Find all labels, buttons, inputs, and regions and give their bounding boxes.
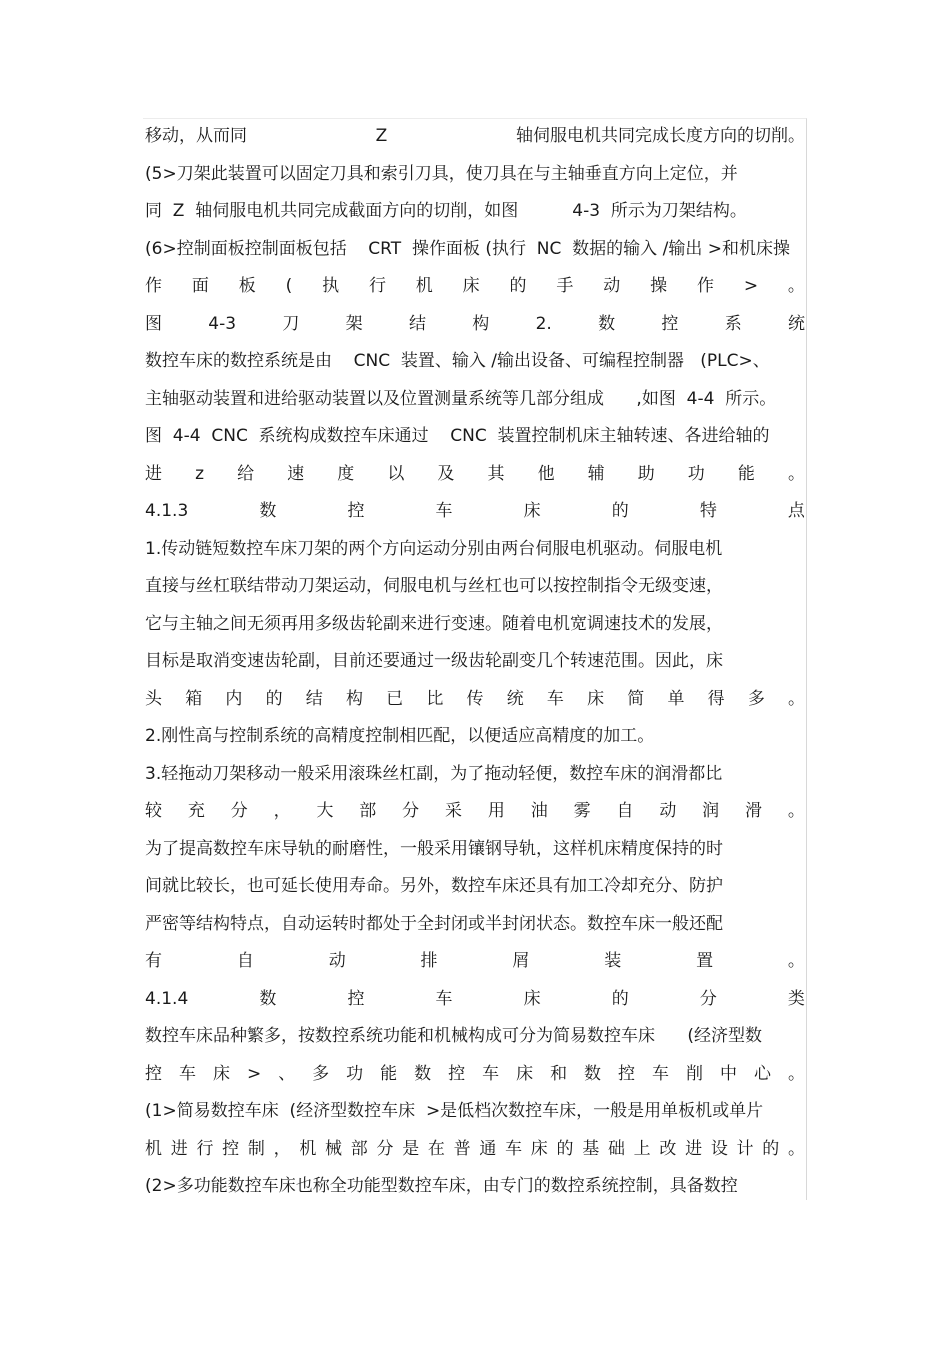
text-token: 屑 xyxy=(512,951,530,971)
text-token: 控 xyxy=(222,1138,240,1159)
text-token: 心 xyxy=(753,1063,771,1084)
text-token: 大 xyxy=(316,801,334,821)
text-line xyxy=(145,1131,805,1169)
text-line: (6>控制面板控制面板包括 CRT 操作面板 (执行 NC 数据的输入 /输出 >和机床操 xyxy=(145,238,790,259)
text-token: 有 xyxy=(145,951,162,971)
text-line: 严密等结构特点，自动运转时都处于全封闭或半封闭状态。数控车床一般还配 xyxy=(145,913,723,934)
text-token: 雾 xyxy=(573,801,591,821)
text-token: 手 xyxy=(556,276,574,296)
text-token: 度 xyxy=(337,463,355,484)
text-line: 1.传动链短数控车床刀架的两个方向运动分别由两台伺服电机驱动。伺服电机 xyxy=(145,538,723,559)
text-token: 。 xyxy=(788,688,805,709)
text-token: 。 xyxy=(787,463,805,484)
text-token: 部 xyxy=(350,1138,368,1159)
text-token: 用 xyxy=(487,801,505,821)
text-token: 设 xyxy=(710,1138,728,1159)
text-token: 数 xyxy=(259,988,277,1009)
text-token: 以 xyxy=(387,463,405,484)
text-line xyxy=(145,981,805,1019)
text-token: 2. xyxy=(535,313,552,334)
text-token: 分 xyxy=(230,801,248,821)
text-token: 统 xyxy=(787,313,805,334)
text-line xyxy=(145,1056,805,1094)
text-token: 已 xyxy=(386,688,404,709)
text-token: 础 xyxy=(607,1138,625,1159)
text-token: 床 xyxy=(523,501,541,521)
text-line xyxy=(145,681,805,719)
text-line: 数控车床品种繁多，按数控系统功能和机械构成可分为简易数控车床 (经济型数 xyxy=(145,1026,763,1046)
text-token: 控 xyxy=(448,1063,466,1084)
text-token: 。 xyxy=(787,276,805,296)
text-line: (2>多功能数控车床也称全功能型数控车床，由专门的数控系统控制，具备数控 xyxy=(145,1176,738,1196)
text-token: 。 xyxy=(787,1063,805,1084)
text-token: 。 xyxy=(787,1138,805,1159)
text-token: 功 xyxy=(346,1063,364,1084)
text-token: 图 xyxy=(145,313,162,334)
text-token: 控 xyxy=(145,1063,162,1084)
text-token: 是 xyxy=(402,1138,420,1159)
text-token: 辅 xyxy=(587,463,605,484)
text-token: 充 xyxy=(187,801,205,821)
text-token: 床 xyxy=(462,276,480,296)
text-token: 分 xyxy=(699,988,717,1009)
text-token: 他 xyxy=(537,463,555,484)
text-token: 进 xyxy=(685,1138,703,1159)
text-token: 控 xyxy=(347,988,365,1009)
text-token: 数 xyxy=(584,1063,602,1084)
text-token: ， xyxy=(273,801,291,821)
text-token: 多 xyxy=(312,1063,330,1084)
text-token: 结 xyxy=(408,313,426,334)
text-token: 采 xyxy=(445,801,463,821)
text-token: 轴伺服电机共同完成长度方向的切削。 xyxy=(516,126,805,146)
text-token: 的 xyxy=(265,688,283,709)
text-token: 数 xyxy=(259,501,277,521)
text-line xyxy=(145,306,805,344)
text-token: 速 xyxy=(287,463,305,484)
text-token: 构 xyxy=(345,688,363,709)
text-token: 单 xyxy=(667,688,685,709)
text-token: 得 xyxy=(707,688,725,709)
text-token: 类 xyxy=(787,988,805,1009)
text-token: 进 xyxy=(170,1138,188,1159)
text-line xyxy=(145,943,805,981)
text-token: 多 xyxy=(747,688,765,709)
text-token: 车 xyxy=(178,1063,196,1084)
text-token: 系 xyxy=(724,313,742,334)
text-token: 箱 xyxy=(185,688,203,709)
text-line: 为了提高数控车床导轨的耐磨性，一般采用镶钢导轨，这样机床精度保持的时 xyxy=(145,838,723,859)
text-token: 通 xyxy=(479,1138,497,1159)
text-token: 润 xyxy=(702,801,720,821)
text-line: 直接与丝杠联结带动刀架运动，伺服电机与丝杠也可以按控制指令无级变速， xyxy=(145,576,723,596)
text-token: 部 xyxy=(359,801,377,821)
text-token: ( xyxy=(285,276,293,296)
text-token: 作 xyxy=(696,276,714,296)
text-token: 助 xyxy=(637,463,655,484)
text-token: 中 xyxy=(719,1063,737,1084)
text-line: (1>简易数控车床 (经济型数控车床 >是低档次数控车床，一般是用单板机或单片 xyxy=(145,1101,764,1121)
text-token: 床 xyxy=(587,688,605,709)
text-token: Z xyxy=(375,126,388,146)
text-token: z xyxy=(195,463,205,484)
text-token: 刀 xyxy=(282,313,300,334)
text-token: 4.1.4 xyxy=(145,988,189,1009)
text-line: 图 4-4 CNC 系统构成数控车床通过 CNC 装置控制机床主轴转速、各进给轴的 xyxy=(145,426,770,446)
text-token: 分 xyxy=(376,1138,394,1159)
text-token: 架 xyxy=(345,313,363,334)
text-token: 基 xyxy=(582,1138,600,1159)
text-token: > xyxy=(246,1063,262,1084)
text-token: 的 xyxy=(556,1138,574,1159)
text-token: 车 xyxy=(652,1063,670,1084)
text-token: 滑 xyxy=(745,801,763,821)
text-line: 间就比较长，也可延长使用寿命。另外，数控车床还具有加工冷却充分、防护 xyxy=(145,876,723,896)
text-token: 的 xyxy=(762,1138,780,1159)
text-token: 的 xyxy=(509,276,527,296)
text-token: 板 xyxy=(238,276,256,296)
text-token: 床 xyxy=(516,1063,534,1084)
text-token: 较 xyxy=(145,801,162,821)
text-token: 上 xyxy=(633,1138,651,1159)
text-line: 它与主轴之间无须再用多级齿轮副来进行变速。随着电机宽调速技术的发展， xyxy=(145,613,723,634)
text-token: 制 xyxy=(247,1138,265,1159)
text-token: 比 xyxy=(426,688,444,709)
text-token: 车 xyxy=(482,1063,500,1084)
text-line xyxy=(145,793,805,831)
text-token: 动 xyxy=(603,276,621,296)
text-token: 构 xyxy=(472,313,490,334)
text-line xyxy=(145,456,805,494)
text-token: 控 xyxy=(618,1063,636,1084)
text-token: 4.1.3 xyxy=(145,501,189,521)
text-token: 车 xyxy=(435,988,453,1009)
text-token: 自 xyxy=(616,801,634,821)
text-token: 头 xyxy=(145,688,162,709)
text-token: 进 xyxy=(145,463,162,484)
text-line: 目标是取消变速齿轮副，目前还要通过一级齿轮副变几个转速范围。因此，床 xyxy=(145,651,723,671)
text-token: 作 xyxy=(145,276,162,296)
text-token: 、 xyxy=(278,1063,296,1084)
text-token: 的 xyxy=(611,988,629,1009)
text-token: 和 xyxy=(550,1063,568,1084)
text-token: 功 xyxy=(687,463,705,484)
text-token: 装 xyxy=(604,951,622,971)
text-token: 床 xyxy=(212,1063,230,1084)
text-token: 内 xyxy=(225,688,243,709)
text-token: 统 xyxy=(506,688,524,709)
text-line: (5>刀架此装置可以固定刀具和索引刀具，使刀具在与主轴垂直方向上定位，并 xyxy=(145,163,738,184)
text-token: 车 xyxy=(505,1138,523,1159)
text-token: 削 xyxy=(686,1063,703,1084)
text-token: 排 xyxy=(420,951,438,971)
text-token: 床 xyxy=(530,1138,548,1159)
document-body xyxy=(145,118,805,1206)
text-token: 行 xyxy=(368,276,386,296)
text-token: 操 xyxy=(650,276,668,296)
text-token: 机 xyxy=(299,1138,317,1159)
text-token: 车 xyxy=(546,688,564,709)
text-token: 传 xyxy=(466,688,484,709)
text-line: 数控车床的数控系统是由 CNC 装置、输入 /输出设备、可编程控制器 (PLC>、 xyxy=(145,351,770,371)
text-token: 及 xyxy=(437,463,455,484)
text-token: 能 xyxy=(380,1063,398,1084)
text-token: 控 xyxy=(661,313,679,334)
text-token: 的 xyxy=(611,501,629,521)
text-token: 2.刚性高与控制系统的高精度控制相匹配，以便适应高精度的加工。 xyxy=(145,726,655,746)
text-line xyxy=(145,268,805,306)
text-token: 械 xyxy=(325,1138,343,1159)
text-token: 控 xyxy=(347,501,365,521)
text-token: 车 xyxy=(435,501,453,521)
text-token: 数 xyxy=(414,1063,432,1084)
text-line xyxy=(145,718,805,756)
text-token: 结 xyxy=(305,688,323,709)
text-token: 4-3 xyxy=(208,313,237,334)
text-token: 自 xyxy=(236,951,254,971)
text-token: 面 xyxy=(191,276,209,296)
text-token: 。 xyxy=(787,801,805,821)
text-token: 。 xyxy=(787,951,805,971)
text-token: 在 xyxy=(427,1138,445,1159)
text-token: 特 xyxy=(699,501,717,521)
text-line: 主轴驱动装置和进给驱动装置以及位置测量系统等几部分组成 ,如图 4-4 所示。 xyxy=(145,388,777,409)
text-token: 执 xyxy=(322,276,340,296)
text-token: 床 xyxy=(523,988,541,1009)
text-line xyxy=(145,493,805,531)
text-token: 给 xyxy=(237,463,255,484)
text-token: 能 xyxy=(737,463,755,484)
text-line xyxy=(145,118,805,156)
text-token: 数 xyxy=(598,313,616,334)
text-token: ， xyxy=(273,1138,291,1159)
text-token: > xyxy=(743,276,759,296)
text-token: 计 xyxy=(736,1138,754,1159)
text-token: 机 xyxy=(145,1138,162,1159)
text-token: 移动，从而同 xyxy=(145,126,247,146)
text-token: 其 xyxy=(487,463,505,484)
text-token: 机 xyxy=(415,276,433,296)
text-token: 动 xyxy=(659,801,677,821)
text-line: 3.轻拖动刀架移动一般采用滚珠丝杠副，为了拖动轻便，数控车床的润滑都比 xyxy=(145,763,723,784)
text-token: 点 xyxy=(787,501,805,521)
text-token: 简 xyxy=(627,688,645,709)
text-token: 油 xyxy=(530,801,548,821)
text-line: 同 Z 轴伺服电机共同完成截面方向的切削，如图 4-3 所示为刀架结构。 xyxy=(145,201,747,221)
text-token: 分 xyxy=(402,801,420,821)
text-token: 动 xyxy=(328,951,346,971)
text-token: 行 xyxy=(196,1138,214,1159)
text-token: 普 xyxy=(453,1138,471,1159)
text-token: 改 xyxy=(659,1138,677,1159)
text-token: 置 xyxy=(696,951,714,971)
